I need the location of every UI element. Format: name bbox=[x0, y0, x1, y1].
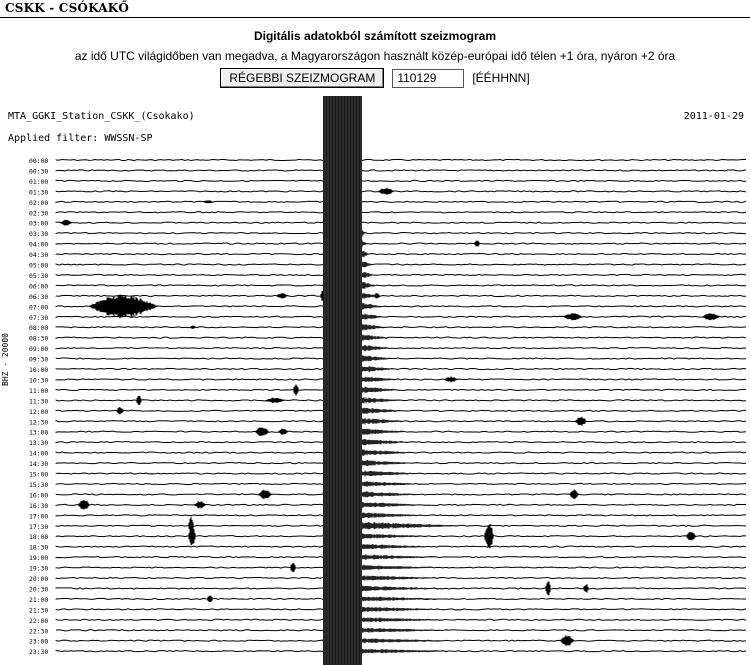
time-label: 07:00 bbox=[29, 303, 49, 312]
time-label: 19:00 bbox=[29, 554, 49, 563]
seismic-event bbox=[293, 384, 299, 395]
utc-note: az idő UTC világidőben van megadva, a Magyarországon használt közép-európai idő télen +1 óra, nyáron +2 óra bbox=[74, 49, 676, 63]
time-label: 01:00 bbox=[29, 177, 49, 186]
trace-line bbox=[56, 180, 746, 181]
trace-line bbox=[56, 348, 746, 349]
site-title: CSKK - CSÓKAKŐ bbox=[5, 1, 130, 15]
trace-line bbox=[56, 306, 746, 307]
time-label: 14:30 bbox=[29, 460, 49, 469]
time-label: 13:30 bbox=[29, 439, 49, 448]
time-label: 06:00 bbox=[29, 282, 49, 291]
trace-line bbox=[56, 368, 746, 369]
seismic-event bbox=[188, 527, 196, 545]
seismic-event bbox=[474, 241, 480, 247]
time-label: 02:30 bbox=[29, 209, 49, 218]
seismic-event bbox=[116, 407, 124, 414]
trace-line bbox=[56, 327, 746, 328]
time-label: 14:00 bbox=[29, 449, 49, 458]
trace-line bbox=[56, 212, 746, 213]
time-label: 22:30 bbox=[29, 627, 49, 636]
trace-line bbox=[56, 253, 746, 254]
time-label: 15:00 bbox=[29, 470, 49, 479]
time-label: 18:30 bbox=[29, 543, 49, 552]
seismic-event bbox=[563, 313, 583, 320]
page-heading: Digitális adatokból számított szeizmogram bbox=[253, 29, 497, 43]
time-label: 03:30 bbox=[29, 230, 49, 239]
time-label: 02:00 bbox=[29, 198, 49, 207]
time-label: 00:00 bbox=[29, 157, 49, 165]
trace-line bbox=[56, 201, 746, 202]
seismic-event bbox=[560, 635, 574, 646]
trace-line bbox=[56, 191, 746, 192]
time-label: 22:00 bbox=[29, 616, 49, 625]
time-label: 08:00 bbox=[29, 324, 49, 333]
time-label: 23:00 bbox=[29, 637, 49, 646]
trace-line bbox=[56, 295, 746, 296]
time-label: 12:30 bbox=[29, 418, 49, 427]
time-label: 09:00 bbox=[29, 345, 49, 354]
time-label: 03:00 bbox=[29, 219, 49, 228]
time-label: 12:00 bbox=[29, 407, 49, 416]
time-label: 11:00 bbox=[29, 386, 49, 395]
older-seismogram-button[interactable]: RÉGEBBI SZEIZMOGRAM bbox=[220, 68, 384, 88]
time-label: 01:30 bbox=[29, 188, 49, 197]
trace-line bbox=[56, 274, 746, 275]
time-label: 16:30 bbox=[29, 501, 49, 510]
time-label: 19:30 bbox=[29, 564, 49, 573]
seismic-event bbox=[278, 428, 288, 435]
seismic-event bbox=[190, 326, 196, 329]
trace-line bbox=[56, 379, 746, 380]
time-label: 20:00 bbox=[29, 575, 49, 583]
time-label: 06:30 bbox=[29, 292, 49, 301]
trace-line bbox=[56, 389, 746, 390]
time-label: 05:00 bbox=[29, 261, 49, 270]
seismic-event bbox=[255, 427, 269, 436]
seismic-event bbox=[484, 524, 494, 548]
time-label: 07:30 bbox=[29, 313, 49, 322]
time-label: 21:00 bbox=[29, 595, 49, 604]
time-label: 23:30 bbox=[29, 648, 49, 657]
time-label: 18:00 bbox=[29, 533, 49, 542]
seismic-event bbox=[378, 188, 394, 195]
seismic-event bbox=[276, 293, 288, 298]
time-label: 17:00 bbox=[29, 512, 49, 521]
date-form bbox=[0, 67, 750, 89]
title-divider bbox=[0, 17, 750, 18]
seismic-event bbox=[569, 490, 579, 500]
seismogram-plot bbox=[0, 96, 750, 665]
channel-label: BHZ - 20000 bbox=[1, 333, 10, 386]
time-label: 13:00 bbox=[29, 428, 49, 437]
seismic-event bbox=[258, 490, 272, 500]
seismic-event bbox=[686, 532, 696, 540]
station-label: MTA_GGKI_Station_CSKK_(Csokako) bbox=[8, 111, 195, 122]
time-label: 21:30 bbox=[29, 606, 49, 615]
seismic-event bbox=[88, 294, 158, 318]
plot-date: 2011-01-29 bbox=[683, 111, 744, 122]
time-label: 09:30 bbox=[29, 355, 49, 364]
filter-label: Applied filter: WWSSN-SP bbox=[8, 133, 153, 144]
seismic-event bbox=[583, 584, 589, 593]
seismic-event bbox=[545, 582, 551, 596]
trace-line bbox=[56, 316, 746, 317]
seismic-event bbox=[702, 313, 720, 320]
seismogram-traces bbox=[0, 96, 750, 665]
trace-line bbox=[56, 243, 746, 244]
date-format-hint: [ÉÉHHNN] bbox=[472, 71, 530, 85]
trace-line bbox=[56, 170, 746, 171]
time-label: 17:30 bbox=[29, 522, 49, 531]
seismic-event bbox=[78, 500, 90, 509]
trace-line bbox=[56, 233, 746, 234]
seismic-event bbox=[444, 377, 458, 383]
seismic-event bbox=[194, 501, 206, 508]
seismic-event bbox=[265, 398, 285, 404]
trace-line bbox=[56, 358, 746, 359]
seismic-event bbox=[575, 417, 587, 426]
trace-line bbox=[56, 159, 746, 160]
time-label: 20:30 bbox=[29, 585, 49, 594]
time-label: 05:30 bbox=[29, 271, 49, 280]
seismic-event bbox=[136, 396, 142, 405]
time-label: 00:30 bbox=[29, 167, 49, 176]
trace-line bbox=[56, 222, 746, 223]
time-label: 08:30 bbox=[29, 334, 49, 343]
time-label: 16:00 bbox=[29, 491, 49, 500]
time-label: 04:30 bbox=[29, 251, 49, 260]
seismic-event bbox=[60, 220, 72, 226]
time-label: 15:30 bbox=[29, 480, 49, 489]
trace-line bbox=[56, 264, 746, 265]
earthquake-band bbox=[323, 96, 362, 665]
seismic-event bbox=[203, 200, 213, 203]
seismic-event bbox=[290, 563, 296, 573]
trace-line bbox=[56, 285, 746, 286]
time-label: 04:00 bbox=[29, 240, 49, 249]
trace-line bbox=[56, 337, 746, 338]
seismic-event bbox=[207, 596, 213, 602]
date-input[interactable] bbox=[392, 69, 464, 88]
time-label: 11:30 bbox=[29, 397, 49, 406]
time-label: 10:00 bbox=[29, 366, 49, 374]
time-label: 10:30 bbox=[29, 376, 49, 385]
